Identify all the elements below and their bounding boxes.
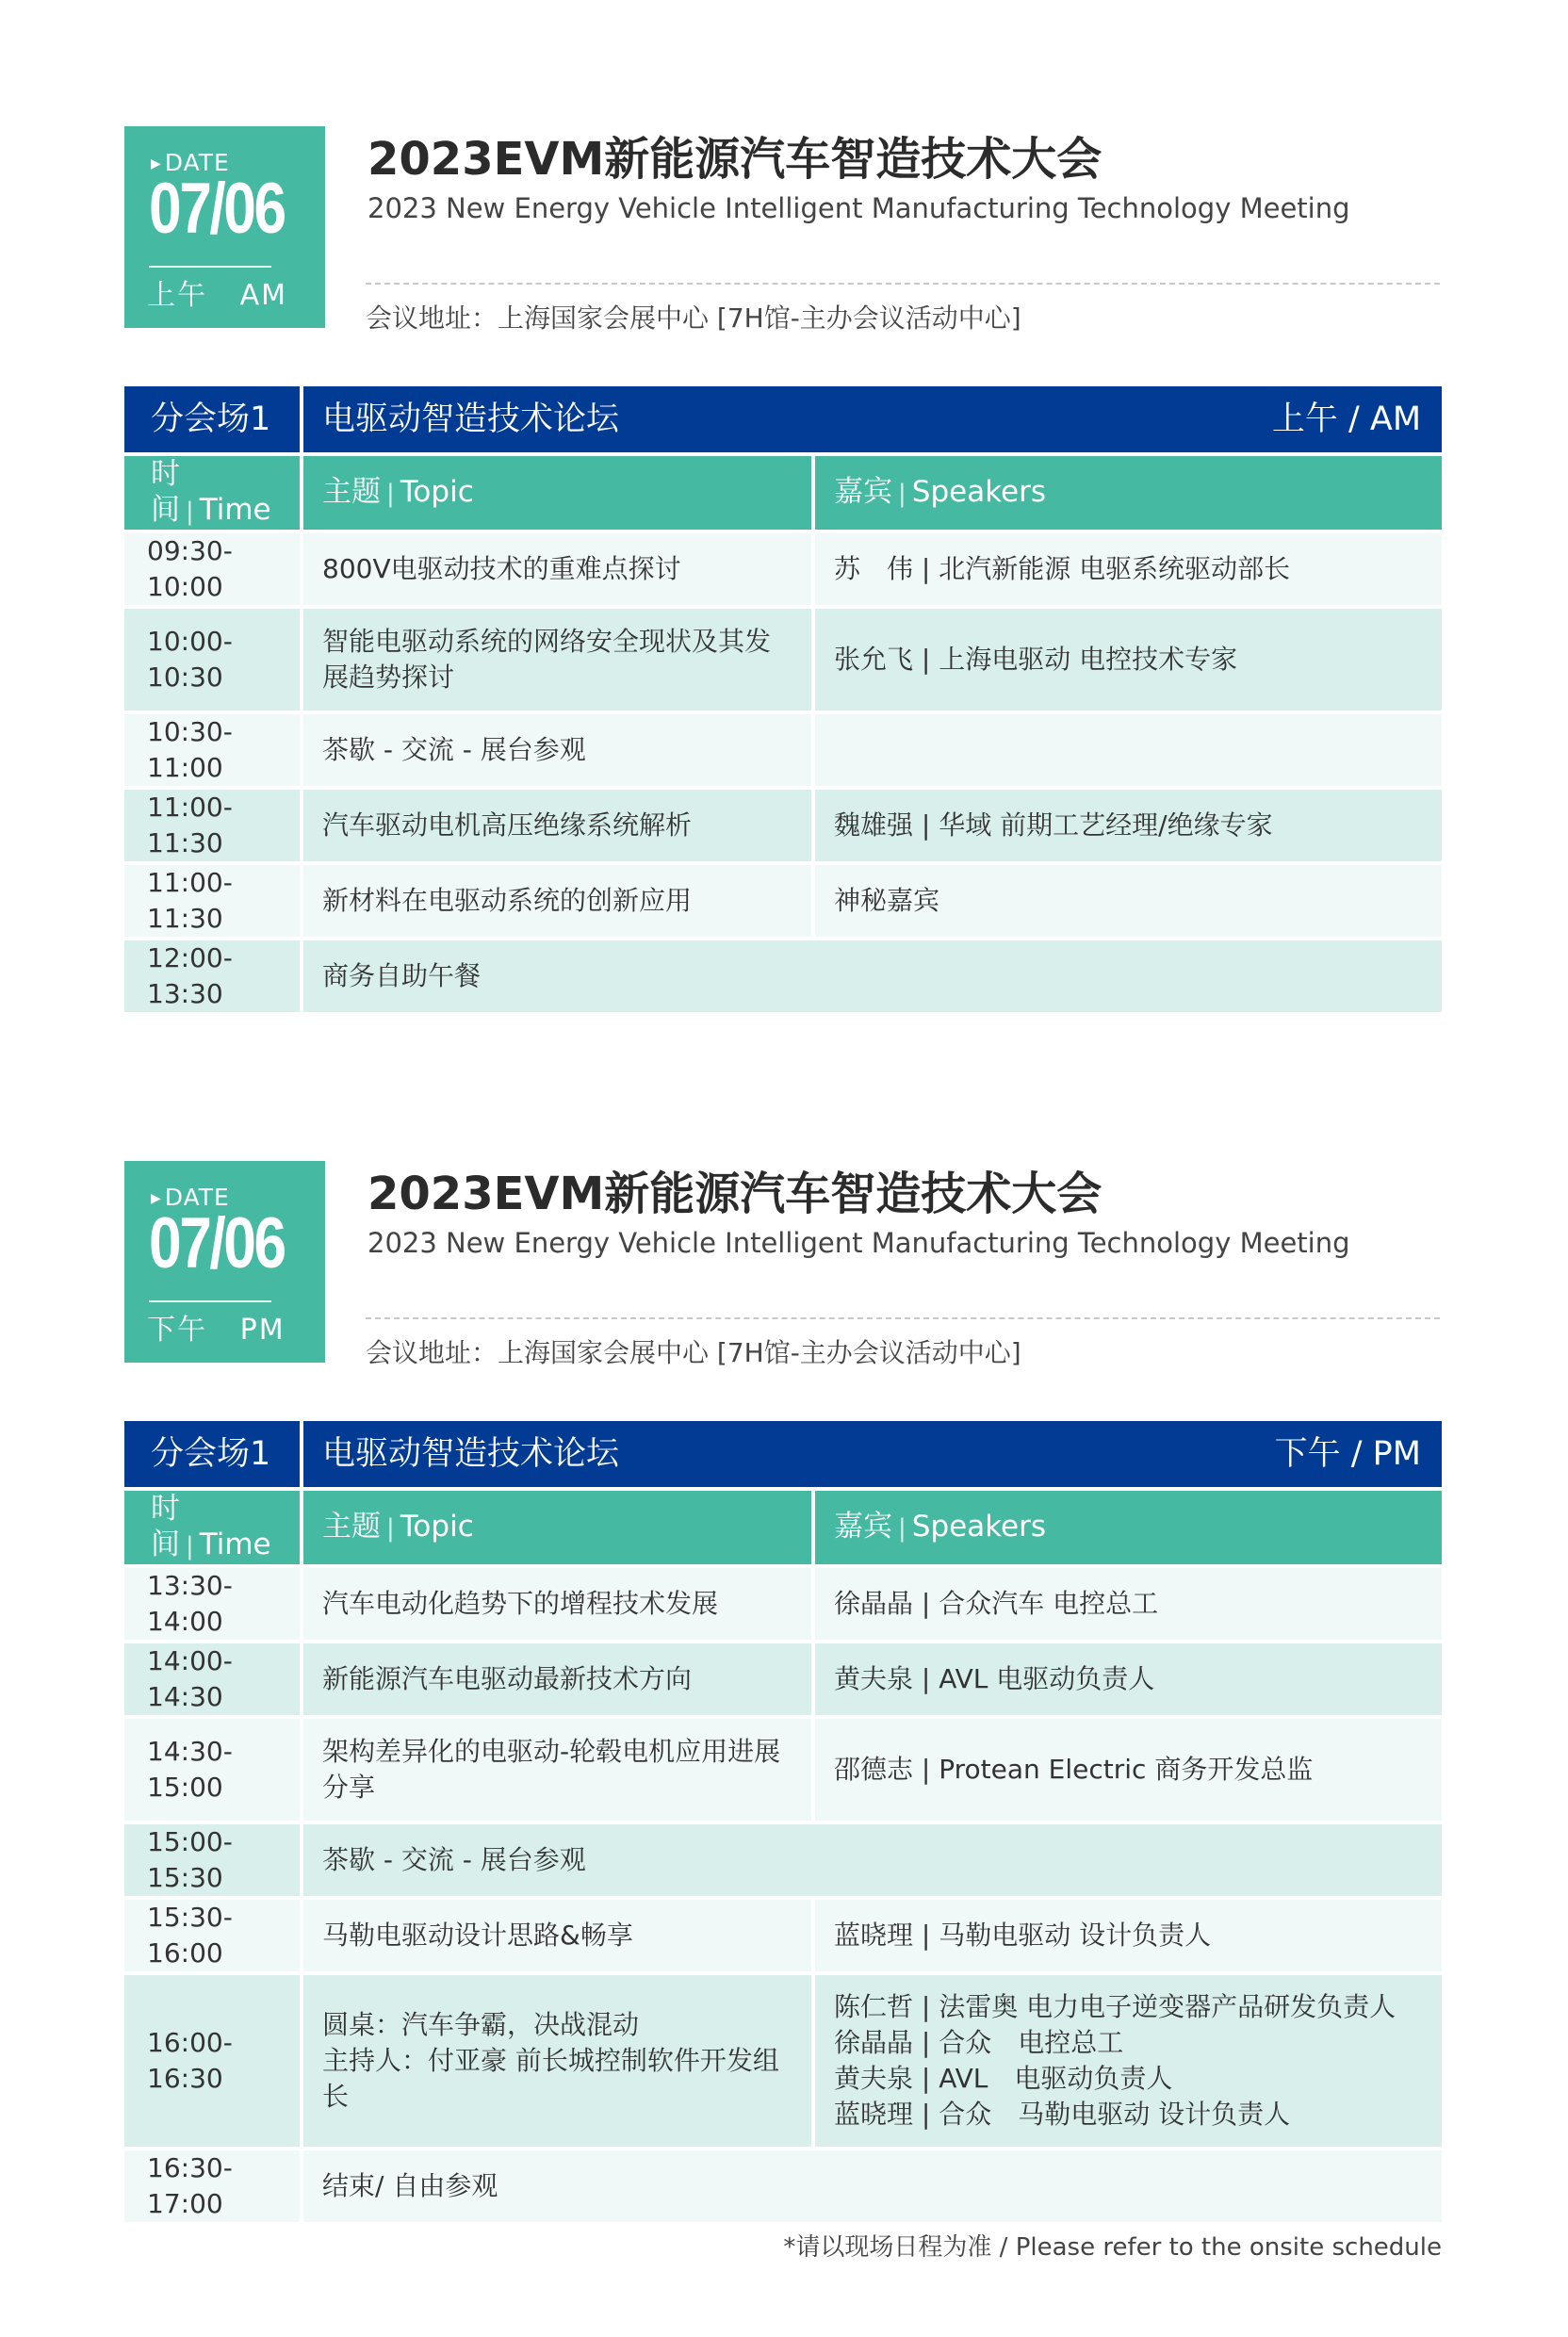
date-period: 上午 AM [147,279,288,312]
table-row [124,1824,1442,1900]
table-row [124,865,1442,940]
row-time: 15:30-16:00 [124,1900,303,1975]
forum-name: 电驱动智造技术论坛 [322,400,620,438]
date-badge [124,126,325,328]
row-speakers: 张允飞 | 上海电驱动 电控技术专家 [815,609,1442,714]
row-speakers: 徐晶晶 | 合众汽车 电控总工 [815,1568,1442,1643]
col-header-speakers: 嘉宾 | Speakers [815,1491,1442,1568]
row-time: 14:30-15:00 [124,1719,303,1824]
row-speakers: 邵德志 | Protean Electric 商务开发总监 [815,1719,1442,1824]
row-topic: 800V电驱动技术的重难点探讨 [303,533,815,609]
venue-address: 会议地址：上海国家会展中心 [7H馆-主办会议活动中心] [366,302,1021,334]
table-header-row [124,456,1442,533]
row-topic: 马勒电驱动设计思路&畅享 [303,1900,815,1975]
conference-subtitle: 2023 New Energy Vehicle Intelligent Manufacturing Technology Meeting [368,192,1350,224]
row-topic: 结束/ 自由参观 [303,2150,1442,2226]
table-row [124,609,1442,714]
venue-name: 分会场1 [124,1421,303,1491]
row-speakers: 神秘嘉宾 [815,865,1442,940]
row-time: 09:30-10:00 [124,533,303,609]
row-topic: 商务自助午餐 [303,940,1442,1016]
row-topic: 新材料在电驱动系统的创新应用 [303,865,815,940]
row-time: 10:00-10:30 [124,609,303,714]
conference-subtitle: 2023 New Energy Vehicle Intelligent Manufacturing Technology Meeting [368,1227,1350,1259]
row-topic: 汽车驱动电机高压绝缘系统解析 [303,790,815,865]
table-row [124,714,1442,790]
row-time: 13:30-14:00 [124,1568,303,1643]
row-time: 14:00-14:30 [124,1643,303,1719]
row-time: 12:00-13:30 [124,940,303,1016]
row-speakers: 陈仁哲 | 法雷奥 电力电子逆变器产品研发负责人 徐晶晶 | 合众 电控总工 黄夫泉 | AVL 电驱动负责人 蓝晓理 | 合众 马勒电驱动 设计负责人 [815,1975,1442,2150]
row-speakers [815,714,1442,790]
venue-address: 会议地址：上海国家会展中心 [7H馆-主办会议活动中心] [366,1337,1021,1368]
row-topic: 茶歇 - 交流 - 展台参观 [303,714,815,790]
dashed-divider [366,283,1440,285]
date-label: DATE [164,1184,230,1211]
date-value: 07/06 [149,169,285,249]
table-row [124,1975,1442,2150]
period-tag: 下午 / PM [1274,1435,1421,1473]
col-header-topic: 主题 | Topic [303,1491,815,1568]
date-badge [124,1161,325,1363]
date-value: 07/06 [149,1203,285,1283]
row-topic: 架构差异化的电驱动-轮毂电机应用进展分享 [303,1719,815,1824]
row-topic: 圆桌：汽车争霸，决战混动 主持人：付亚豪 前长城控制软件开发组长 [303,1975,815,2150]
date-label: DATE [164,149,230,176]
triangle-icon: ▶ [151,1191,162,1206]
dashed-divider [366,1317,1440,1319]
table-row [124,533,1442,609]
period-tag: 上午 / AM [1271,400,1422,438]
conference-title: 2023EVM新能源汽车智造技术大会 [368,1168,1102,1220]
table-row [124,1643,1442,1719]
table-row [124,940,1442,1016]
table-title-row [124,1421,1442,1491]
row-topic: 智能电驱动系统的网络安全现状及其发展趋势探讨 [303,609,815,714]
table-row [124,2150,1442,2226]
row-time: 11:00-11:30 [124,865,303,940]
row-time: 10:30-11:00 [124,714,303,790]
table-row [124,1900,1442,1975]
conference-title: 2023EVM新能源汽车智造技术大会 [368,133,1102,186]
venue-name: 分会场1 [124,386,303,456]
row-time: 11:00-11:30 [124,790,303,865]
col-header-time: 时间 | Time [124,456,303,533]
row-topic: 新能源汽车电驱动最新技术方向 [303,1643,815,1719]
footnote: *请以现场日程为准 / Please refer to the onsite schedule [783,2233,1442,2262]
row-topic: 汽车电动化趋势下的增程技术发展 [303,1568,815,1643]
triangle-icon: ▶ [151,156,162,172]
table-header-row [124,1491,1442,1568]
row-speakers: 魏雄强 | 华域 前期工艺经理/绝缘专家 [815,790,1442,865]
row-time: 16:30-17:00 [124,2150,303,2226]
schedule-table [124,386,1442,1016]
table-title-row [124,386,1442,456]
row-time: 16:00-16:30 [124,1975,303,2150]
table-row [124,1719,1442,1824]
row-speakers: 苏 伟 | 北汽新能源 电驱系统驱动部长 [815,533,1442,609]
row-speakers: 蓝晓理 | 马勒电驱动 设计负责人 [815,1900,1442,1975]
col-header-topic: 主题 | Topic [303,456,815,533]
date-divider [149,266,271,268]
schedule-table [124,1421,1442,2226]
row-time: 15:00-15:30 [124,1824,303,1900]
date-divider [149,1300,271,1302]
table-row [124,790,1442,865]
row-speakers: 黄夫泉 | AVL 电驱动负责人 [815,1643,1442,1719]
table-row [124,1568,1442,1643]
col-header-speakers: 嘉宾 | Speakers [815,456,1442,533]
date-period: 下午 PM [147,1314,286,1347]
col-header-time: 时间 | Time [124,1491,303,1568]
forum-name: 电驱动智造技术论坛 [322,1435,620,1473]
row-topic: 茶歇 - 交流 - 展台参观 [303,1824,1442,1900]
